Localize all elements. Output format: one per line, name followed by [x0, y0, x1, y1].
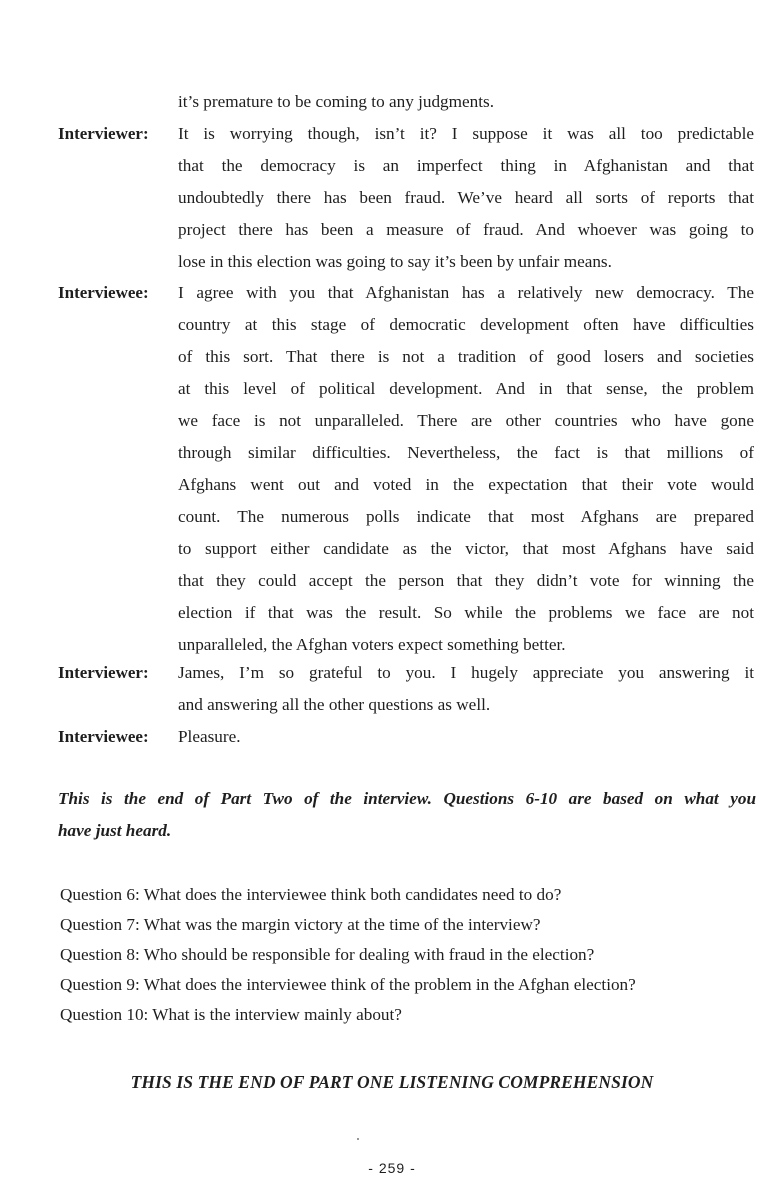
speech-text — [178, 118, 754, 278]
speech-line: unparalleled, the Afghan voters expect something better. — [178, 635, 566, 654]
question-item: Question 10: What is the interview mainly about? — [60, 1005, 402, 1024]
question-item: Question 8: Who should be responsible for dealing with fraud in the election? — [60, 945, 595, 964]
speech-line: James, I’m so grateful to you. I hugely appreciate you answering it — [178, 663, 754, 682]
speech-line: through similar difficulties. Nevertheless, the fact is that millions of — [178, 443, 754, 462]
speaker-label: Interviewee: — [58, 727, 149, 746]
speech-line: lose in this election was going to say it’s been by unfair means. — [178, 252, 612, 271]
speech-line: It is worrying though, isn’t it? I suppose it was all too predictable — [178, 124, 754, 143]
speech-text — [178, 721, 754, 753]
note-line: have just heard. — [58, 821, 172, 840]
speech-text — [178, 657, 754, 721]
speaker-label: Interviewer: — [58, 663, 149, 682]
page-number: - 259 - — [368, 1160, 416, 1176]
section-end-banner: THIS IS THE END OF PART ONE LISTENING COMPREHENSION — [130, 1072, 654, 1092]
question-item: Question 7: What was the margin victory at the time of the interview? — [60, 915, 541, 934]
speech-line: it’s premature to be coming to any judgments. — [178, 92, 494, 111]
question-item: Question 9: What does the interviewee think of the problem in the Afghan election? — [60, 975, 636, 994]
end-of-part-note — [58, 783, 756, 847]
speech-line: to support either candidate as the victor, that most Afghans have said — [178, 539, 754, 558]
speech-line: I agree with you that Afghanistan has a relatively new democracy. The — [178, 283, 754, 302]
speech-line: that the democracy is an imperfect thing in Afghanistan and that — [178, 156, 754, 175]
speaker-label: Interviewee: — [58, 283, 149, 302]
speech-line: at this level of political development. And in that sense, the problem — [178, 379, 754, 398]
speech-line: Pleasure. — [178, 727, 241, 746]
speech-line: count. The numerous polls indicate that most Afghans are prepared — [178, 507, 754, 526]
speech-line: we face is not unparalleled. There are other countries who have gone — [178, 411, 754, 430]
question-item: Question 6: What does the interviewee think both candidates need to do? — [60, 885, 562, 904]
speech-line: country at this stage of democratic development often have difficulties — [178, 315, 754, 334]
question-list — [60, 880, 760, 1030]
speaker-label: Interviewer: — [58, 124, 149, 143]
speech-text — [178, 277, 754, 661]
print-speck — [357, 1138, 359, 1140]
speech-text — [178, 86, 754, 118]
note-line: This is the end of Part Two of the interview. Questions 6-10 are based on what you — [58, 789, 756, 808]
speech-line: election if that was the result. So while the problems we face are not — [178, 603, 754, 622]
speech-line: undoubtedly there has been fraud. We’ve heard all sorts of reports that — [178, 188, 754, 207]
speech-line: of this sort. That there is not a tradition of good losers and societies — [178, 347, 754, 366]
speech-line: and answering all the other questions as well. — [178, 695, 491, 714]
speech-line: Afghans went out and voted in the expectation that their vote would — [178, 475, 754, 494]
speech-line: project there has been a measure of fraud. And whoever was going to — [178, 220, 754, 239]
speech-line: that they could accept the person that they didn’t vote for winning the — [178, 571, 754, 590]
